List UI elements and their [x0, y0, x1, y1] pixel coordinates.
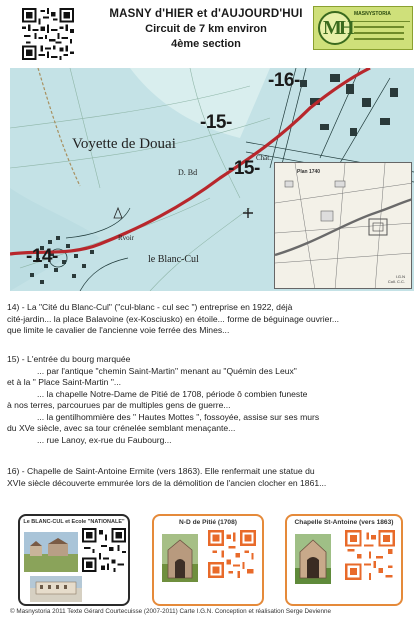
footer-credits: © Masnystoria 2011 Texte Gérard Courtecuisse (2007-2011) Carte I.G.N. Conception et réalisation Serge Devienne	[10, 608, 332, 615]
section-15-line: ... la chapelle Notre-Dame de Pitié de 1708, période ô combien funeste	[37, 388, 308, 399]
card-blanc-cul	[18, 514, 130, 606]
route-map	[10, 68, 414, 291]
card-title: Le BLANC-CUL et Ecole "NATIONALE"	[23, 519, 125, 525]
map-marker-15a: -15-	[200, 112, 232, 133]
map-label-rvoir: Rvoir	[118, 234, 134, 242]
map-marker-16: -16-	[268, 70, 300, 91]
logo-decoration	[354, 21, 410, 44]
section-15-line: ... rue Lanoy, ex-rue du Faubourg...	[37, 434, 172, 445]
section-15-line: et à la " Place Saint-Martin "...	[7, 377, 122, 387]
map-marker-15b: -15-	[228, 158, 260, 179]
map-marker-14: -14-	[26, 246, 58, 267]
section-15-line: du XVe siècle, avec sa tour crénelée semblant menaçante...	[7, 423, 236, 433]
section-16	[7, 466, 326, 489]
section-15	[7, 354, 319, 446]
section-16-line: 16) - Chapelle de Saint-Antoine Ermite (vers 1863). Elle renfermait une statue du	[7, 466, 315, 476]
card-notre-dame-de-pitie	[152, 514, 264, 606]
logo-name: MASNYSTORIA	[354, 11, 391, 17]
section-14-line: que limite le cavalier de l'ancienne voie ferrée des Mines...	[7, 325, 230, 335]
logo-monogram: MH	[318, 11, 352, 45]
section-15-line: à nos terres, parcourues par de multiples gens de guerre...	[7, 400, 231, 410]
masnystoria-logo	[313, 6, 413, 50]
inset-credit	[388, 274, 405, 284]
card-photo	[162, 534, 198, 582]
map-label-chat: Chât.	[256, 154, 271, 162]
title-line-1: MASNY d'HIER et d'AUJOURD'HUI	[109, 8, 303, 20]
card-qr-code	[208, 530, 256, 578]
header-qr-code	[22, 8, 74, 60]
inset-credit-line-2: Coll. C.C.	[387, 279, 405, 284]
section-15-line: ... la gentilhommière des " Hautes Mottes ", fossoyée, assise sur ses murs	[37, 411, 320, 422]
section-14-line: cité-jardin... la place Balavoine (ex-Kosciusko) en étoile... forme de béguinage ouvrier...	[7, 313, 339, 324]
card-qr-code	[345, 530, 395, 580]
card-photo-school	[30, 576, 82, 602]
card-photo	[295, 534, 331, 584]
plan-1740-inset	[274, 162, 412, 289]
title-line-2: Circuit de 7 km environ	[145, 23, 267, 35]
inset-credit-line-1: I.G.N	[395, 274, 405, 279]
card-qr-code	[82, 528, 126, 572]
section-14-line: 14) - La "Cité du Blanc-Cul" ("cul-blanc - cul sec ") entreprise en 1922, déjà	[7, 302, 293, 312]
card-title: N-D de Pitié (1708)	[179, 519, 237, 526]
inset-caption: Plan 1740	[297, 169, 321, 175]
title-line-3: 4ème section	[171, 38, 241, 50]
section-14	[7, 302, 339, 337]
map-label-voyette: Voyette de Douai	[72, 136, 176, 152]
section-15-line: 15) - L'entrée du bourg marquée	[7, 354, 131, 364]
page-title	[92, 8, 320, 50]
section-15-line: ... par l'antique "chemin Saint-Martin" menant au "Quémin des Leux"	[37, 365, 297, 376]
card-photo	[24, 532, 78, 572]
section-16-line: XVIe siècle découverte emmurée lors de la démolition de l'ancien clocher en 1861...	[7, 477, 327, 488]
map-label-dbd: D. Bd	[178, 168, 198, 177]
map-label-blanc-cul: le Blanc-Cul	[148, 254, 199, 265]
card-title: Chapelle St-Antoine (vers 1863)	[294, 519, 394, 526]
card-chapelle-st-antoine	[285, 514, 403, 606]
